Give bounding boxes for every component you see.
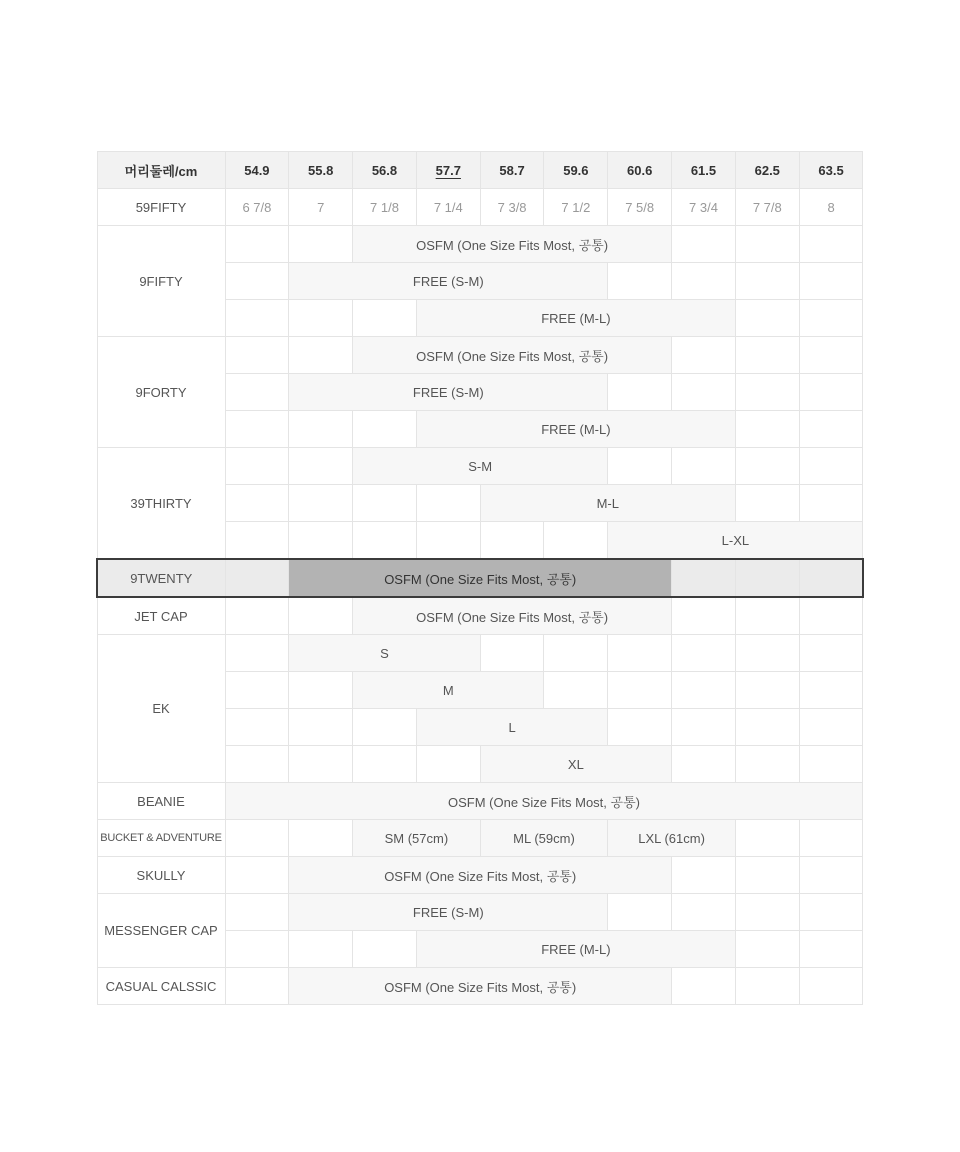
header-size-value: 59.6	[563, 162, 589, 178]
empty-cell	[672, 263, 736, 300]
empty-cell	[608, 263, 672, 300]
size-value-cell: 7 3/8	[480, 189, 544, 226]
table-row	[97, 894, 863, 931]
size-span-cell: OSFM (One Size Fits Most, 공통)	[225, 783, 863, 820]
empty-cell	[672, 857, 736, 894]
empty-cell	[735, 559, 799, 597]
empty-cell	[672, 374, 736, 411]
empty-cell	[289, 709, 353, 746]
empty-cell	[225, 968, 289, 1005]
header-size-cell	[225, 152, 289, 189]
empty-cell	[799, 894, 863, 931]
size-span-cell: ML (59cm)	[480, 820, 608, 857]
size-value-cell: 7 3/4	[672, 189, 736, 226]
empty-cell	[289, 820, 353, 857]
size-span-cell: FREE (S-M)	[289, 374, 608, 411]
row-label: 9FIFTY	[97, 226, 225, 337]
table-row	[97, 189, 863, 226]
empty-cell	[608, 672, 672, 709]
table-row	[97, 337, 863, 374]
empty-cell	[289, 597, 353, 635]
header-size-cell	[416, 152, 480, 189]
size-chart-table	[96, 151, 864, 1005]
empty-cell	[289, 522, 353, 560]
empty-cell	[289, 746, 353, 783]
table-row	[97, 857, 863, 894]
size-span-cell: FREE (M-L)	[416, 300, 735, 337]
table-row	[97, 820, 863, 857]
empty-cell	[735, 820, 799, 857]
empty-cell	[735, 597, 799, 635]
empty-cell	[289, 485, 353, 522]
empty-cell	[480, 522, 544, 560]
empty-cell	[799, 226, 863, 263]
row-label: MESSENGER CAP	[97, 894, 225, 968]
empty-cell	[225, 672, 289, 709]
header-size-cell	[480, 152, 544, 189]
size-span-cell: S	[289, 635, 480, 672]
size-value-cell: 7 1/8	[353, 189, 417, 226]
size-span-cell: OSFM (One Size Fits Most, 공통)	[353, 597, 672, 635]
empty-cell	[672, 597, 736, 635]
empty-cell	[799, 448, 863, 485]
empty-cell	[672, 635, 736, 672]
empty-cell	[799, 820, 863, 857]
row-label: CASUAL CALSSIC	[97, 968, 225, 1005]
empty-cell	[608, 709, 672, 746]
empty-cell	[225, 931, 289, 968]
row-label: 39THIRTY	[97, 448, 225, 560]
size-span-cell: M	[353, 672, 544, 709]
size-span-cell: L	[416, 709, 607, 746]
header-size-cell	[353, 152, 417, 189]
empty-cell	[672, 709, 736, 746]
row-label: JET CAP	[97, 597, 225, 635]
empty-cell	[672, 968, 736, 1005]
table-body	[97, 189, 863, 1005]
empty-cell	[735, 300, 799, 337]
row-label: 9FORTY	[97, 337, 225, 448]
empty-cell	[416, 746, 480, 783]
empty-cell	[289, 337, 353, 374]
empty-cell	[672, 746, 736, 783]
empty-cell	[735, 263, 799, 300]
empty-cell	[799, 597, 863, 635]
header-size-value: 58.7	[499, 162, 525, 178]
row-label: 9TWENTY	[97, 559, 225, 597]
empty-cell	[289, 448, 353, 485]
empty-cell	[799, 300, 863, 337]
empty-cell	[735, 411, 799, 448]
empty-cell	[416, 485, 480, 522]
empty-cell	[225, 226, 289, 263]
empty-cell	[735, 931, 799, 968]
size-span-cell: FREE (M-L)	[416, 411, 735, 448]
table-header	[97, 152, 863, 189]
row-label: BEANIE	[97, 783, 225, 820]
size-span-cell: XL	[480, 746, 671, 783]
empty-cell	[289, 931, 353, 968]
size-span-cell: SM (57cm)	[353, 820, 481, 857]
size-span-cell: M-L	[480, 485, 735, 522]
size-span-cell: LXL (61cm)	[608, 820, 736, 857]
size-span-cell: FREE (M-L)	[416, 931, 735, 968]
empty-cell	[480, 635, 544, 672]
empty-cell	[735, 672, 799, 709]
empty-cell	[672, 226, 736, 263]
size-span-cell: L-XL	[608, 522, 863, 560]
empty-cell	[225, 300, 289, 337]
header-size-value: 54.9	[244, 162, 270, 178]
size-value-cell: 7 1/4	[416, 189, 480, 226]
empty-cell	[353, 746, 417, 783]
size-span-cell: OSFM (One Size Fits Most, 공통)	[289, 559, 672, 597]
table-row	[97, 559, 863, 597]
empty-cell	[608, 448, 672, 485]
header-size-value: 61.5	[690, 162, 717, 178]
header-size-value: 60.6	[627, 162, 653, 178]
empty-cell	[225, 635, 289, 672]
empty-cell	[799, 709, 863, 746]
size-value-cell: 6 7/8	[225, 189, 289, 226]
empty-cell	[353, 411, 417, 448]
empty-cell	[735, 448, 799, 485]
size-span-cell: OSFM (One Size Fits Most, 공통)	[289, 857, 672, 894]
empty-cell	[608, 894, 672, 931]
empty-cell	[225, 820, 289, 857]
header-row	[97, 152, 863, 189]
size-span-cell: OSFM (One Size Fits Most, 공통)	[353, 226, 672, 263]
empty-cell	[353, 931, 417, 968]
empty-cell	[289, 672, 353, 709]
empty-cell	[225, 263, 289, 300]
empty-cell	[225, 337, 289, 374]
size-span-cell: OSFM (One Size Fits Most, 공통)	[289, 968, 672, 1005]
header-size-value: 56.8	[371, 162, 398, 178]
empty-cell	[799, 485, 863, 522]
empty-cell	[544, 672, 608, 709]
empty-cell	[225, 857, 289, 894]
size-value-cell: 8	[799, 189, 863, 226]
empty-cell	[225, 485, 289, 522]
size-value-cell: 7 5/8	[608, 189, 672, 226]
empty-cell	[735, 337, 799, 374]
empty-cell	[672, 894, 736, 931]
size-value-cell: 7 7/8	[735, 189, 799, 226]
empty-cell	[799, 635, 863, 672]
empty-cell	[735, 374, 799, 411]
empty-cell	[799, 263, 863, 300]
empty-cell	[799, 411, 863, 448]
header-size-cell	[799, 152, 863, 189]
empty-cell	[608, 374, 672, 411]
table-row	[97, 597, 863, 635]
empty-cell	[225, 709, 289, 746]
empty-cell	[225, 522, 289, 560]
empty-cell	[225, 597, 289, 635]
empty-cell	[735, 968, 799, 1005]
table-row	[97, 448, 863, 485]
size-value-cell: 7 1/2	[544, 189, 608, 226]
row-label: SKULLY	[97, 857, 225, 894]
size-chart	[96, 151, 862, 1005]
empty-cell	[225, 894, 289, 931]
header-corner-label: 머리둘레/cm	[97, 152, 225, 189]
empty-cell	[225, 559, 289, 597]
header-size-cell	[289, 152, 353, 189]
row-label: EK	[97, 635, 225, 783]
header-size-value: 62.5	[754, 162, 780, 178]
empty-cell	[799, 746, 863, 783]
header-size-value: 55.8	[308, 162, 334, 178]
empty-cell	[735, 746, 799, 783]
empty-cell	[225, 411, 289, 448]
empty-cell	[416, 522, 480, 560]
empty-cell	[799, 374, 863, 411]
size-span-cell: S-M	[353, 448, 608, 485]
empty-cell	[353, 300, 417, 337]
empty-cell	[608, 635, 672, 672]
empty-cell	[735, 709, 799, 746]
empty-cell	[672, 672, 736, 709]
empty-cell	[289, 226, 353, 263]
empty-cell	[225, 448, 289, 485]
size-span-cell: FREE (S-M)	[289, 263, 608, 300]
empty-cell	[799, 337, 863, 374]
empty-cell	[735, 894, 799, 931]
header-size-cell	[672, 152, 736, 189]
table-row	[97, 226, 863, 263]
empty-cell	[672, 337, 736, 374]
size-span-cell: FREE (S-M)	[289, 894, 608, 931]
empty-cell	[799, 672, 863, 709]
empty-cell	[799, 559, 863, 597]
header-size-cell	[735, 152, 799, 189]
header-size-value: 57.7	[435, 162, 461, 178]
empty-cell	[289, 300, 353, 337]
empty-cell	[799, 968, 863, 1005]
empty-cell	[799, 931, 863, 968]
empty-cell	[225, 374, 289, 411]
table-row	[97, 968, 863, 1005]
empty-cell	[544, 522, 608, 560]
size-span-cell: OSFM (One Size Fits Most, 공통)	[353, 337, 672, 374]
empty-cell	[353, 709, 417, 746]
header-size-value: 63.5	[818, 162, 844, 178]
empty-cell	[735, 857, 799, 894]
row-label: BUCKET & ADVENTURE	[97, 820, 225, 857]
row-label: 59FIFTY	[97, 189, 225, 226]
empty-cell	[672, 559, 736, 597]
empty-cell	[735, 226, 799, 263]
header-size-cell	[544, 152, 608, 189]
empty-cell	[735, 635, 799, 672]
empty-cell	[353, 522, 417, 560]
empty-cell	[799, 857, 863, 894]
size-value-cell: 7	[289, 189, 353, 226]
empty-cell	[735, 485, 799, 522]
header-size-cell	[608, 152, 672, 189]
empty-cell	[289, 411, 353, 448]
empty-cell	[544, 635, 608, 672]
empty-cell	[672, 448, 736, 485]
table-row	[97, 783, 863, 820]
empty-cell	[353, 485, 417, 522]
table-row	[97, 635, 863, 672]
empty-cell	[225, 746, 289, 783]
